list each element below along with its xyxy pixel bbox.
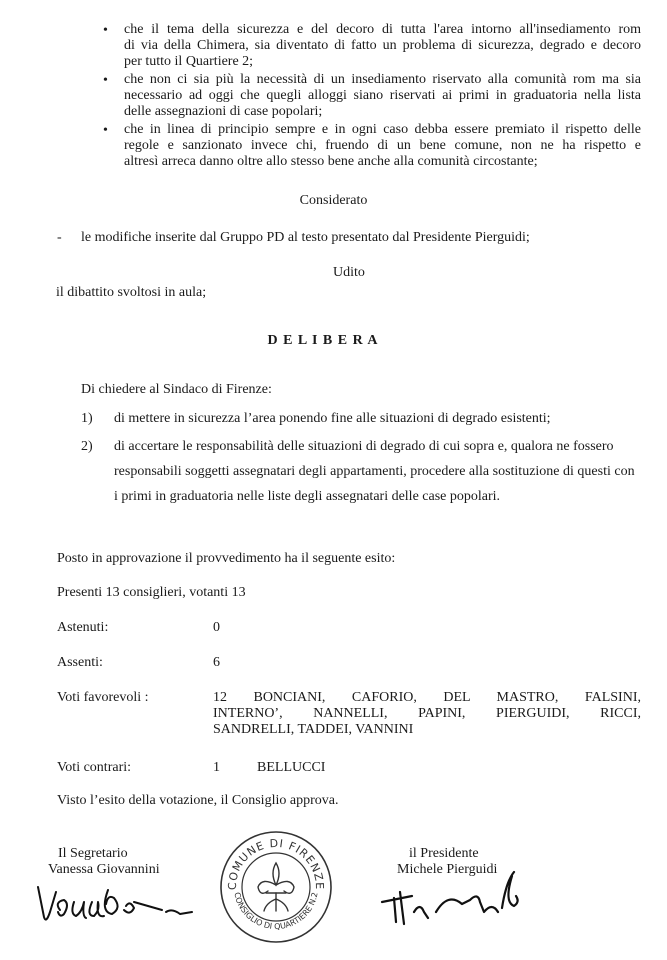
bullet-1-line-3: per tutto il Quartiere 2; xyxy=(124,54,254,69)
delibera-item-1-number: 1) xyxy=(81,411,93,426)
bullet-1-line-1: che il tema della sicurezza e del decoro di tutta l'area intorno all'insediamento rom xyxy=(124,22,641,37)
contrari-label: Voti contrari: xyxy=(57,760,132,775)
delibera-item-2-line-2: responsabili soggetti assegnatari degli appartamenti, procedere alla sostituzione di questi con xyxy=(114,464,635,479)
considerato-text: le modifiche inserite dal Gruppo PD al testo presentato dal Presidente Pierguidi; xyxy=(81,230,530,245)
udito-text: il dibattito svoltosi in aula; xyxy=(56,285,207,300)
bullet-marker: • xyxy=(103,123,108,138)
vote-outcome: Visto l’esito della votazione, il Consiglio approva. xyxy=(57,793,339,808)
favorevoli-line-3: SANDRELLI, TADDEI, VANNINI xyxy=(213,722,414,737)
favorevoli-label: Voti favorevoli : xyxy=(57,690,149,705)
bullet-3-line-2: regole e sanzionato invece chi, fruendo di un bene comune, non ne ha rispetto e xyxy=(124,138,641,153)
contrari-names: BELLUCCI xyxy=(257,760,326,775)
bullet-2-line-3: delle assegnazioni di case popolari; xyxy=(124,104,323,119)
fleur-de-lis-icon xyxy=(258,863,294,911)
secretary-title: Il Segretario xyxy=(58,846,128,861)
delibera-item-1-text: di mettere in sicurezza l’area ponendo fine alle situazioni di degrado esistenti; xyxy=(114,411,551,426)
favorevoli-line-1: 12 BONCIANI, CAFORIO, DEL MASTRO, FALSINI, xyxy=(213,690,641,705)
delibera-item-2-line-1: di accertare le responsabilità delle situazioni di degrado di cui sopra e, qualora ne fossero xyxy=(114,439,614,454)
president-name: Michele Pierguidi xyxy=(397,862,498,877)
bullet-1-line-2: di via della Chimera, sia diventato di fatto un problema di sicurezza, degrado e decoro xyxy=(124,38,641,53)
vote-presenti: Presenti 13 consiglieri, votanti 13 xyxy=(57,585,246,600)
secretary-signature xyxy=(30,872,200,942)
considerato-dash: - xyxy=(57,230,62,245)
contrari-value: 1 xyxy=(213,760,220,775)
delibera-item-2-number: 2) xyxy=(81,439,93,454)
udito-heading: Udito xyxy=(333,265,365,280)
delibera-item-2-line-3: i primi in graduatoria nelle liste degli assegnatari delle case popolari. xyxy=(114,489,501,504)
vote-intro: Posto in approvazione il provvedimento ha il seguente esito: xyxy=(57,551,396,566)
astenuti-label: Astenuti: xyxy=(57,620,109,635)
bullet-marker: • xyxy=(103,73,108,88)
secretary-name: Vanessa Giovannini xyxy=(48,862,160,877)
delibera-intro: Di chiedere al Sindaco di Firenze: xyxy=(81,382,272,397)
favorevoli-line-2: INTERNO’, NANNELLI, PAPINI, PIERGUIDI, RICCI, xyxy=(213,706,641,721)
svg-text:CONSIGLIO DI QUARTIERE N.2: CONSIGLIO DI QUARTIERE N.2 xyxy=(232,891,320,932)
bullet-3-line-3: altresì arreca danno oltre allo stesso bene anche alla comunità circostante; xyxy=(124,154,538,169)
delibera-heading: D E L I B E R A xyxy=(267,333,379,348)
municipal-stamp xyxy=(218,827,334,945)
bullet-3-line-1: che in linea di principio sempre e in ogni caso debba essere premiato il rispetto delle xyxy=(124,122,641,137)
bullet-2-line-1: che non ci sia più la necessità di un insediamento riservato alla comunità rom ma sia xyxy=(124,72,641,87)
bullet-2-line-2: necessario ad oggi che quegli alloggi siano riservati ai primi in graduatoria nella lista xyxy=(124,88,641,103)
president-signature xyxy=(374,862,534,934)
svg-text:COMUNE DI FIRENZE: COMUNE DI FIRENZE xyxy=(225,836,327,891)
astenuti-value: 0 xyxy=(213,620,220,635)
assenti-label: Assenti: xyxy=(57,655,103,670)
bullet-marker: • xyxy=(103,23,108,38)
assenti-value: 6 xyxy=(213,655,220,670)
considerato-heading: Considerato xyxy=(299,193,368,208)
president-title: il Presidente xyxy=(409,846,479,861)
